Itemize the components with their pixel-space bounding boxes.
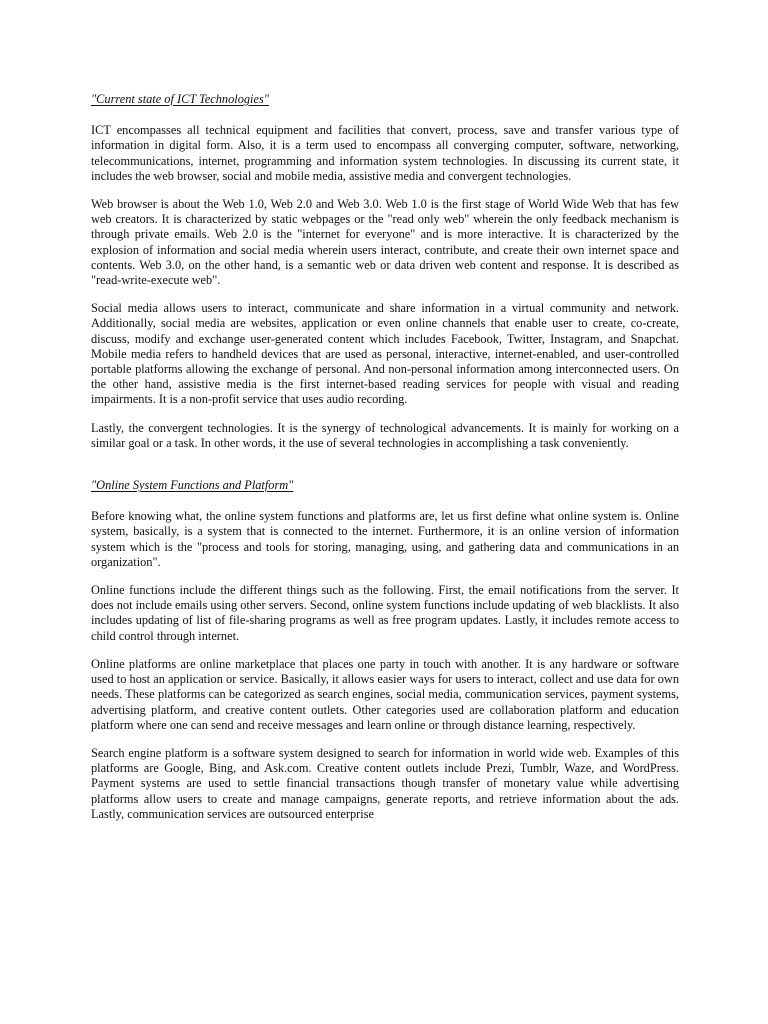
paragraph-online-platforms: Online platforms are online marketplace that places one party in touch with another. It is any hardware or software used to host an application or service. Basically, it allows easier ways for users to interact, collect and use data for own needs. These platforms can be categorized as search engines, social media, communication services, payment systems, advertising platform, and creative content outlets. Other categories used are collaboration platform and education platform where one can send and receive messages and learn online or through distance learning, respectively.: [91, 656, 679, 732]
paragraph-ict-definition: ICT encompasses all technical equipment and facilities that convert, process, save and transfer various type of information in digital form. Also, it is a term used to encompass all converging computer, software, networking, telecommunications, internet, programming and information system technologies. In discussing its current state, it includes the web browser, social and mobile media, assistive media and convergent technologies.: [91, 123, 679, 183]
document-page: [91, 92, 679, 835]
section-heading-ict: "Current state of ICT Technologies": [91, 92, 269, 106]
paragraph-online-functions: Online functions include the different things such as the following. First, the email notifications from the server. It does not include emails using other servers. Second, online system functions include updating of web blacklists. It also includes updating of list of file-sharing programs as well as free program updates. Lastly, it includes remote access to child control through internet.: [91, 583, 679, 643]
paragraph-online-system-definition: Before knowing what, the online system functions and platforms are, let us first define what online system is. Online system, basically, is a system that is connected to the internet. Furthermore, it is an online version of information system which is the "process and tools for storing, managing, using, and gathering data and communications in an organization".: [91, 509, 679, 569]
paragraph-convergent-tech: Lastly, the convergent technologies. It is the synergy of technological advancements. It is mainly for working on a similar goal or a task. In other words, it the use of several technologies in accomplishing a task conveniently.: [91, 420, 679, 450]
paragraph-web-browser: Web browser is about the Web 1.0, Web 2.0 and Web 3.0. Web 1.0 is the first stage of World Wide Web that has few web creators. It is characterized by static webpages or the "read only web" wherein the only feedback mechanism is through private emails. Web 2.0 is the "internet for everyone" and is more interactive. It is characterized by the explosion of information and social media wherein users interact, contribute, and create their own internet space and contents. Web 3.0, on the other hand, is a semantic web or data driven web content and response. It is described as "read-write-execute web".: [91, 197, 679, 288]
paragraph-search-engine-platform: Search engine platform is a software system designed to search for information in world wide web. Examples of this platforms are Google, Bing, and Ask.com. Creative content outlets include Prezi, Tumblr, Waze, and WordPress. Payment systems are used to settle financial transactions though transfer of monetary value while advertising platforms allow users to create and manage campaigns, generate reports, and retrieve information about the ads. Lastly, communication services are outsourced enterprise: [91, 745, 679, 821]
section-heading-online-system: "Online System Functions and Platform": [91, 478, 294, 493]
paragraph-social-media: Social media allows users to interact, communicate and share information in a virtual community and network. Additionally, social media are websites, application or even online channels that enable user to create, co-create, discuss, modify and exchange user-generated content which includes Facebook, Twitter, Instagram, and Snapchat. Mobile media refers to handheld devices that are used as personal, interactive, internet-enabled, and user-controlled portable platforms allowing the exchange of personal. And non-personal information among interconnected users. On the other hand, assistive media is the first internet-based reading services for people with visual and reading impairments. It is a non-profit service that uses audio recording.: [91, 301, 679, 407]
